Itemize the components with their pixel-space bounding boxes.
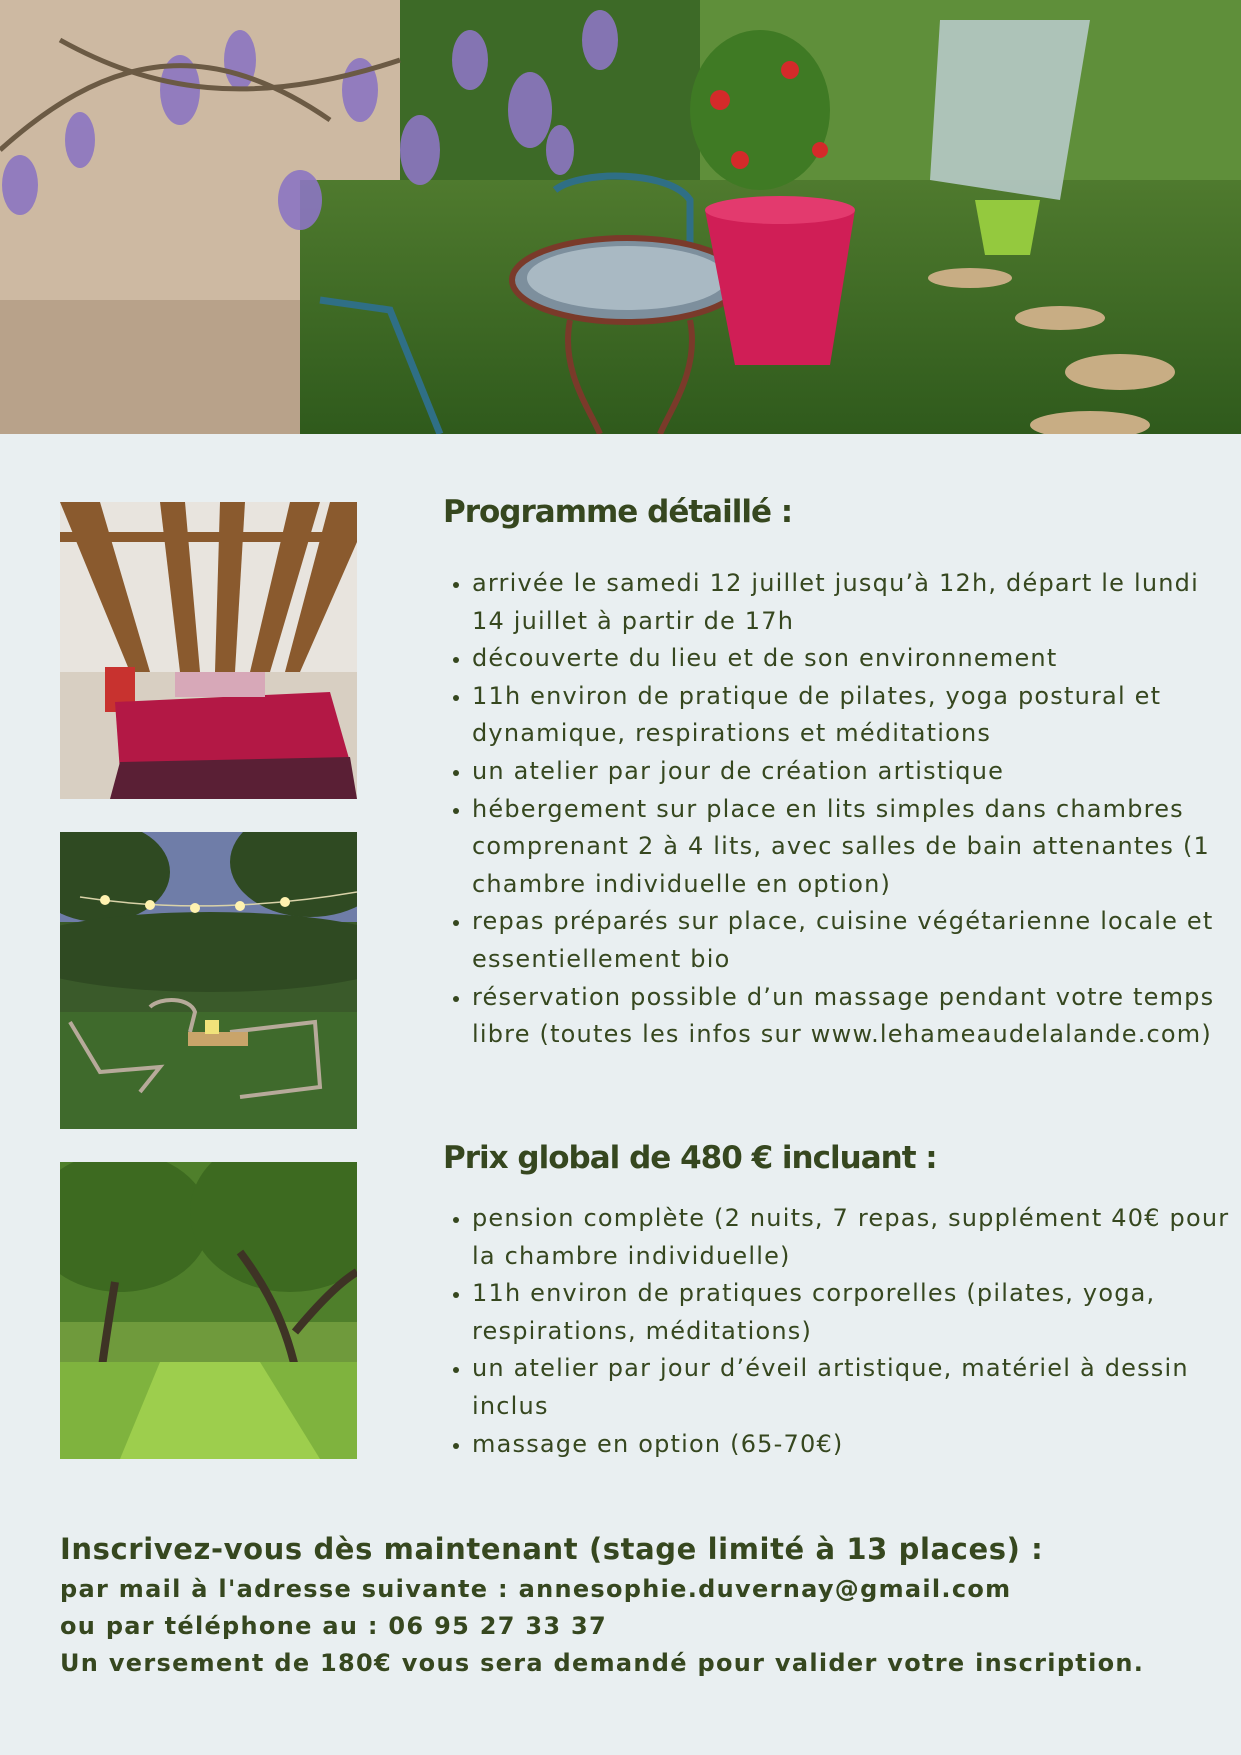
orchard-path-photo: [60, 1162, 357, 1459]
signup-deposit-line: Un versement de 180€ vous sera demandé pour valider votre inscription.: [60, 1649, 1145, 1677]
price-title: Prix global de 480 € incluant :: [443, 1140, 937, 1176]
list-item: • repas préparés sur place, cuisine végétarienne locale et essentiellement bio: [472, 903, 1232, 978]
list-item: • réservation possible d’un massage pendant votre temps libre (toutes les infos sur www.lehameaudelalande.com): [472, 979, 1232, 1054]
price-list: [443, 1200, 1232, 1463]
list-item: • hébergement sur place en lits simples dans chambres comprenant 2 à 4 lits, avec salles de bain attenantes (1 chambre individuelle en option): [472, 791, 1232, 904]
list-item: • un atelier par jour de création artistique: [472, 753, 1232, 791]
signup-heading: Inscrivez-vous dès maintenant (stage limité à 13 places) :: [60, 1532, 1044, 1566]
signup-phone-line: ou par téléphone au : 06 95 27 33 37: [60, 1612, 608, 1640]
list-item: • un atelier par jour d’éveil artistique, matériel à dessin inclus: [472, 1350, 1232, 1425]
list-item: • massage en option (65-70€): [472, 1426, 1232, 1464]
list-item: • 11h environ de pratiques corporelles (pilates, yoga, respirations, méditations): [472, 1275, 1232, 1350]
list-item: • découverte du lieu et de son environnement: [472, 640, 1232, 678]
attic-bedroom-photo: [60, 502, 357, 799]
program-list: [443, 565, 1232, 1054]
program-title: Programme détaillé :: [443, 494, 793, 530]
list-item: • 11h environ de pratique de pilates, yoga postural et dynamique, respirations et méditations: [472, 678, 1232, 753]
signup-section: [60, 1527, 1210, 1682]
list-item: • pension complète (2 nuits, 7 repas, supplément 40€ pour la chambre individuelle): [472, 1200, 1232, 1275]
evening-garden-photo: [60, 832, 357, 1129]
hero-garden-photo: [0, 0, 1241, 434]
signup-email-line: par mail à l'adresse suivante : annesophie.duvernay@gmail.com: [60, 1575, 1012, 1603]
list-item: • arrivée le samedi 12 juillet jusqu’à 12h, départ le lundi 14 juillet à partir de 17h: [472, 565, 1232, 640]
